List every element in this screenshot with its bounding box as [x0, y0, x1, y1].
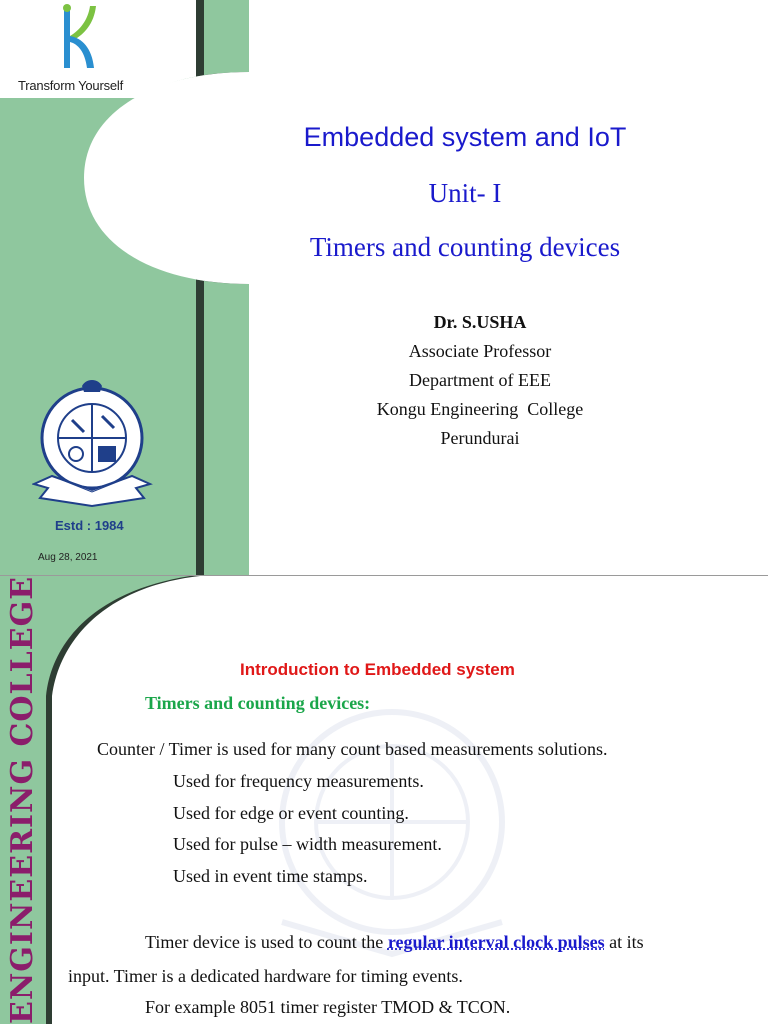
bullet-line: Used in event time stamps.	[173, 866, 368, 886]
tagline: Transform Yourself	[18, 78, 124, 93]
bullet-line: Used for edge or event counting.	[173, 803, 409, 823]
highlighted-term: regular interval clock pulses	[387, 932, 605, 952]
topic-title: Timers and counting devices	[309, 232, 621, 262]
watermark-seal-icon	[262, 692, 522, 972]
author-department: Department of EEE	[409, 370, 551, 390]
author-place: Perundurai	[440, 428, 520, 448]
unit-label: Unit- I	[428, 178, 502, 208]
author-college: Kongu Engineering College	[376, 399, 584, 419]
presentation-title: Embedded system and IoT	[303, 122, 627, 152]
author-designation: Associate Professor	[408, 341, 552, 361]
paragraph-text: at its	[604, 932, 644, 952]
author-name: Dr. S.USHA	[433, 312, 527, 332]
content-slide	[0, 576, 768, 1024]
paragraph-line	[145, 932, 644, 953]
paragraph-line: input. Timer is a dedicated hardware for timing events.	[68, 966, 463, 986]
bullet-line: Used for pulse – width measurement.	[173, 834, 442, 854]
slide-subheading: Timers and counting devices:	[145, 693, 371, 713]
slide-heading: Introduction to Embedded system	[240, 660, 515, 679]
body-line: Counter / Timer is used for many count based measurements solutions.	[97, 739, 608, 759]
bullet-line: Used for frequency measurements.	[173, 771, 424, 791]
established-year: Estd : 1984	[55, 518, 124, 533]
slide-date: Aug 28, 2021	[38, 552, 98, 563]
paragraph-text: Timer device is used to count the	[145, 932, 388, 952]
college-seal-icon	[32, 376, 158, 516]
college-logo-icon	[54, 2, 100, 74]
paragraph-line: For example 8051 timer register TMOD & TCON.	[145, 997, 511, 1017]
college-name-vertical: ENGINEERING COLLEGE	[5, 576, 40, 1024]
